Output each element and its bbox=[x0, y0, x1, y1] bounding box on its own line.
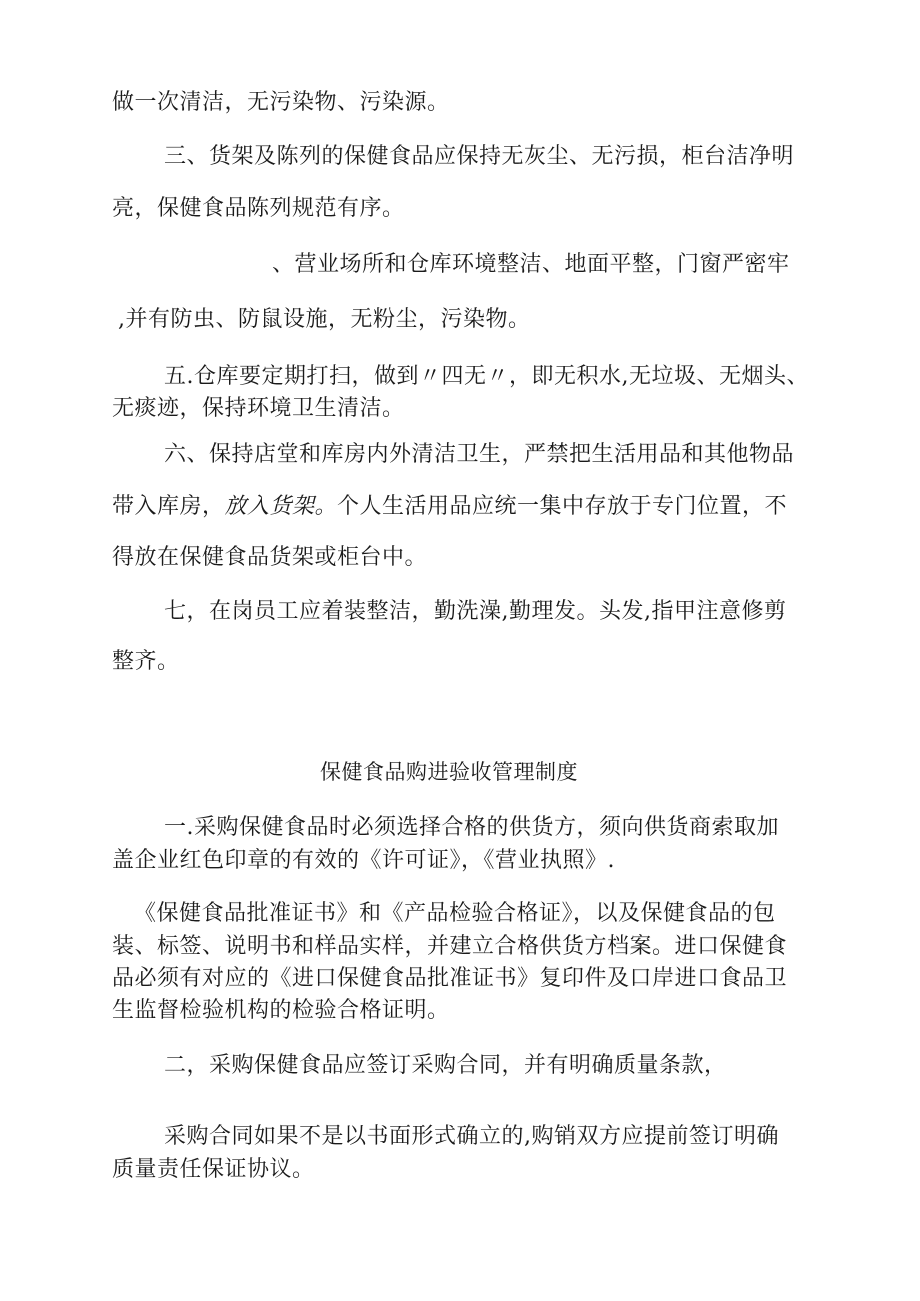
paragraph-line: 质量责任保证协议。 bbox=[112, 1157, 315, 1182]
text-run: 个人生活用品应统一集中存放于专门位置，不 bbox=[337, 494, 788, 519]
paragraph-line: 生监督检验机构的检验合格证明。 bbox=[112, 998, 450, 1023]
section-title: 保健食品购进验收管理制度 bbox=[320, 760, 578, 784]
paragraph-line: 得放在保健食品货架或柜台中。 bbox=[112, 545, 428, 570]
paragraph-line: 品必须有对应的《进口保健食品批准证书》复印件及口岸进口食品卫 bbox=[112, 966, 788, 991]
paragraph-line: 做一次清洁，无污染物、污染源。 bbox=[112, 90, 450, 115]
text-run: 带入库房， bbox=[112, 494, 225, 519]
paragraph-line: 一.采购保健食品时必须选择合格的供货方，须向供货商索取加 bbox=[164, 815, 779, 840]
paragraph-line: 装、标签、说明书和样品实样，并建立合格供货方档案。进口保健食 bbox=[112, 934, 788, 959]
paragraph-line: 三、货架及陈列的保健食品应保持无灰尘、无污损，柜台洁净明 bbox=[164, 144, 795, 169]
paragraph-line: 二，采购保健食品应签订采购合同，并有明确质量条款， bbox=[164, 1053, 727, 1078]
paragraph-line: 、营业场所和仓库环境整洁、地面平整，门窗严密牢 bbox=[272, 252, 790, 277]
paragraph-line: 五.仓库要定期打扫，做到〃四无〃，即无积水,无垃圾、无烟头、 bbox=[164, 364, 809, 389]
paragraph-line: 七，在岗员工应着装整洁，勤洗澡,勤理发。头发,指甲注意修剪 bbox=[164, 599, 787, 624]
paragraph-line: 采购合同如果不是以书面形式确立的,购销双方应提前签订明确 bbox=[164, 1124, 779, 1149]
paragraph-line: 盖企业红色印章的有效的《许可证》，《营业执照》. bbox=[112, 848, 615, 873]
paragraph-line: 整齐。 bbox=[112, 649, 180, 674]
paragraph-line: 无痰迹，保持环境卫生清洁。 bbox=[112, 396, 405, 421]
italic-text-run: 放入货架。 bbox=[224, 494, 338, 519]
paragraph-line: 六、保持店堂和库房内外清洁卫生，严禁把生活用品和其他物品 bbox=[164, 442, 795, 467]
paragraph-line bbox=[112, 492, 787, 522]
paragraph-line: 《保健食品批准证书》和《产品检验合格证》，以及保健食品的包 bbox=[134, 901, 776, 926]
paragraph-line: 亮，保健食品陈列规范有序。 bbox=[112, 196, 405, 221]
paragraph-line: ,并有防虫、防鼠设施，无粉尘，污染物。 bbox=[118, 307, 531, 332]
